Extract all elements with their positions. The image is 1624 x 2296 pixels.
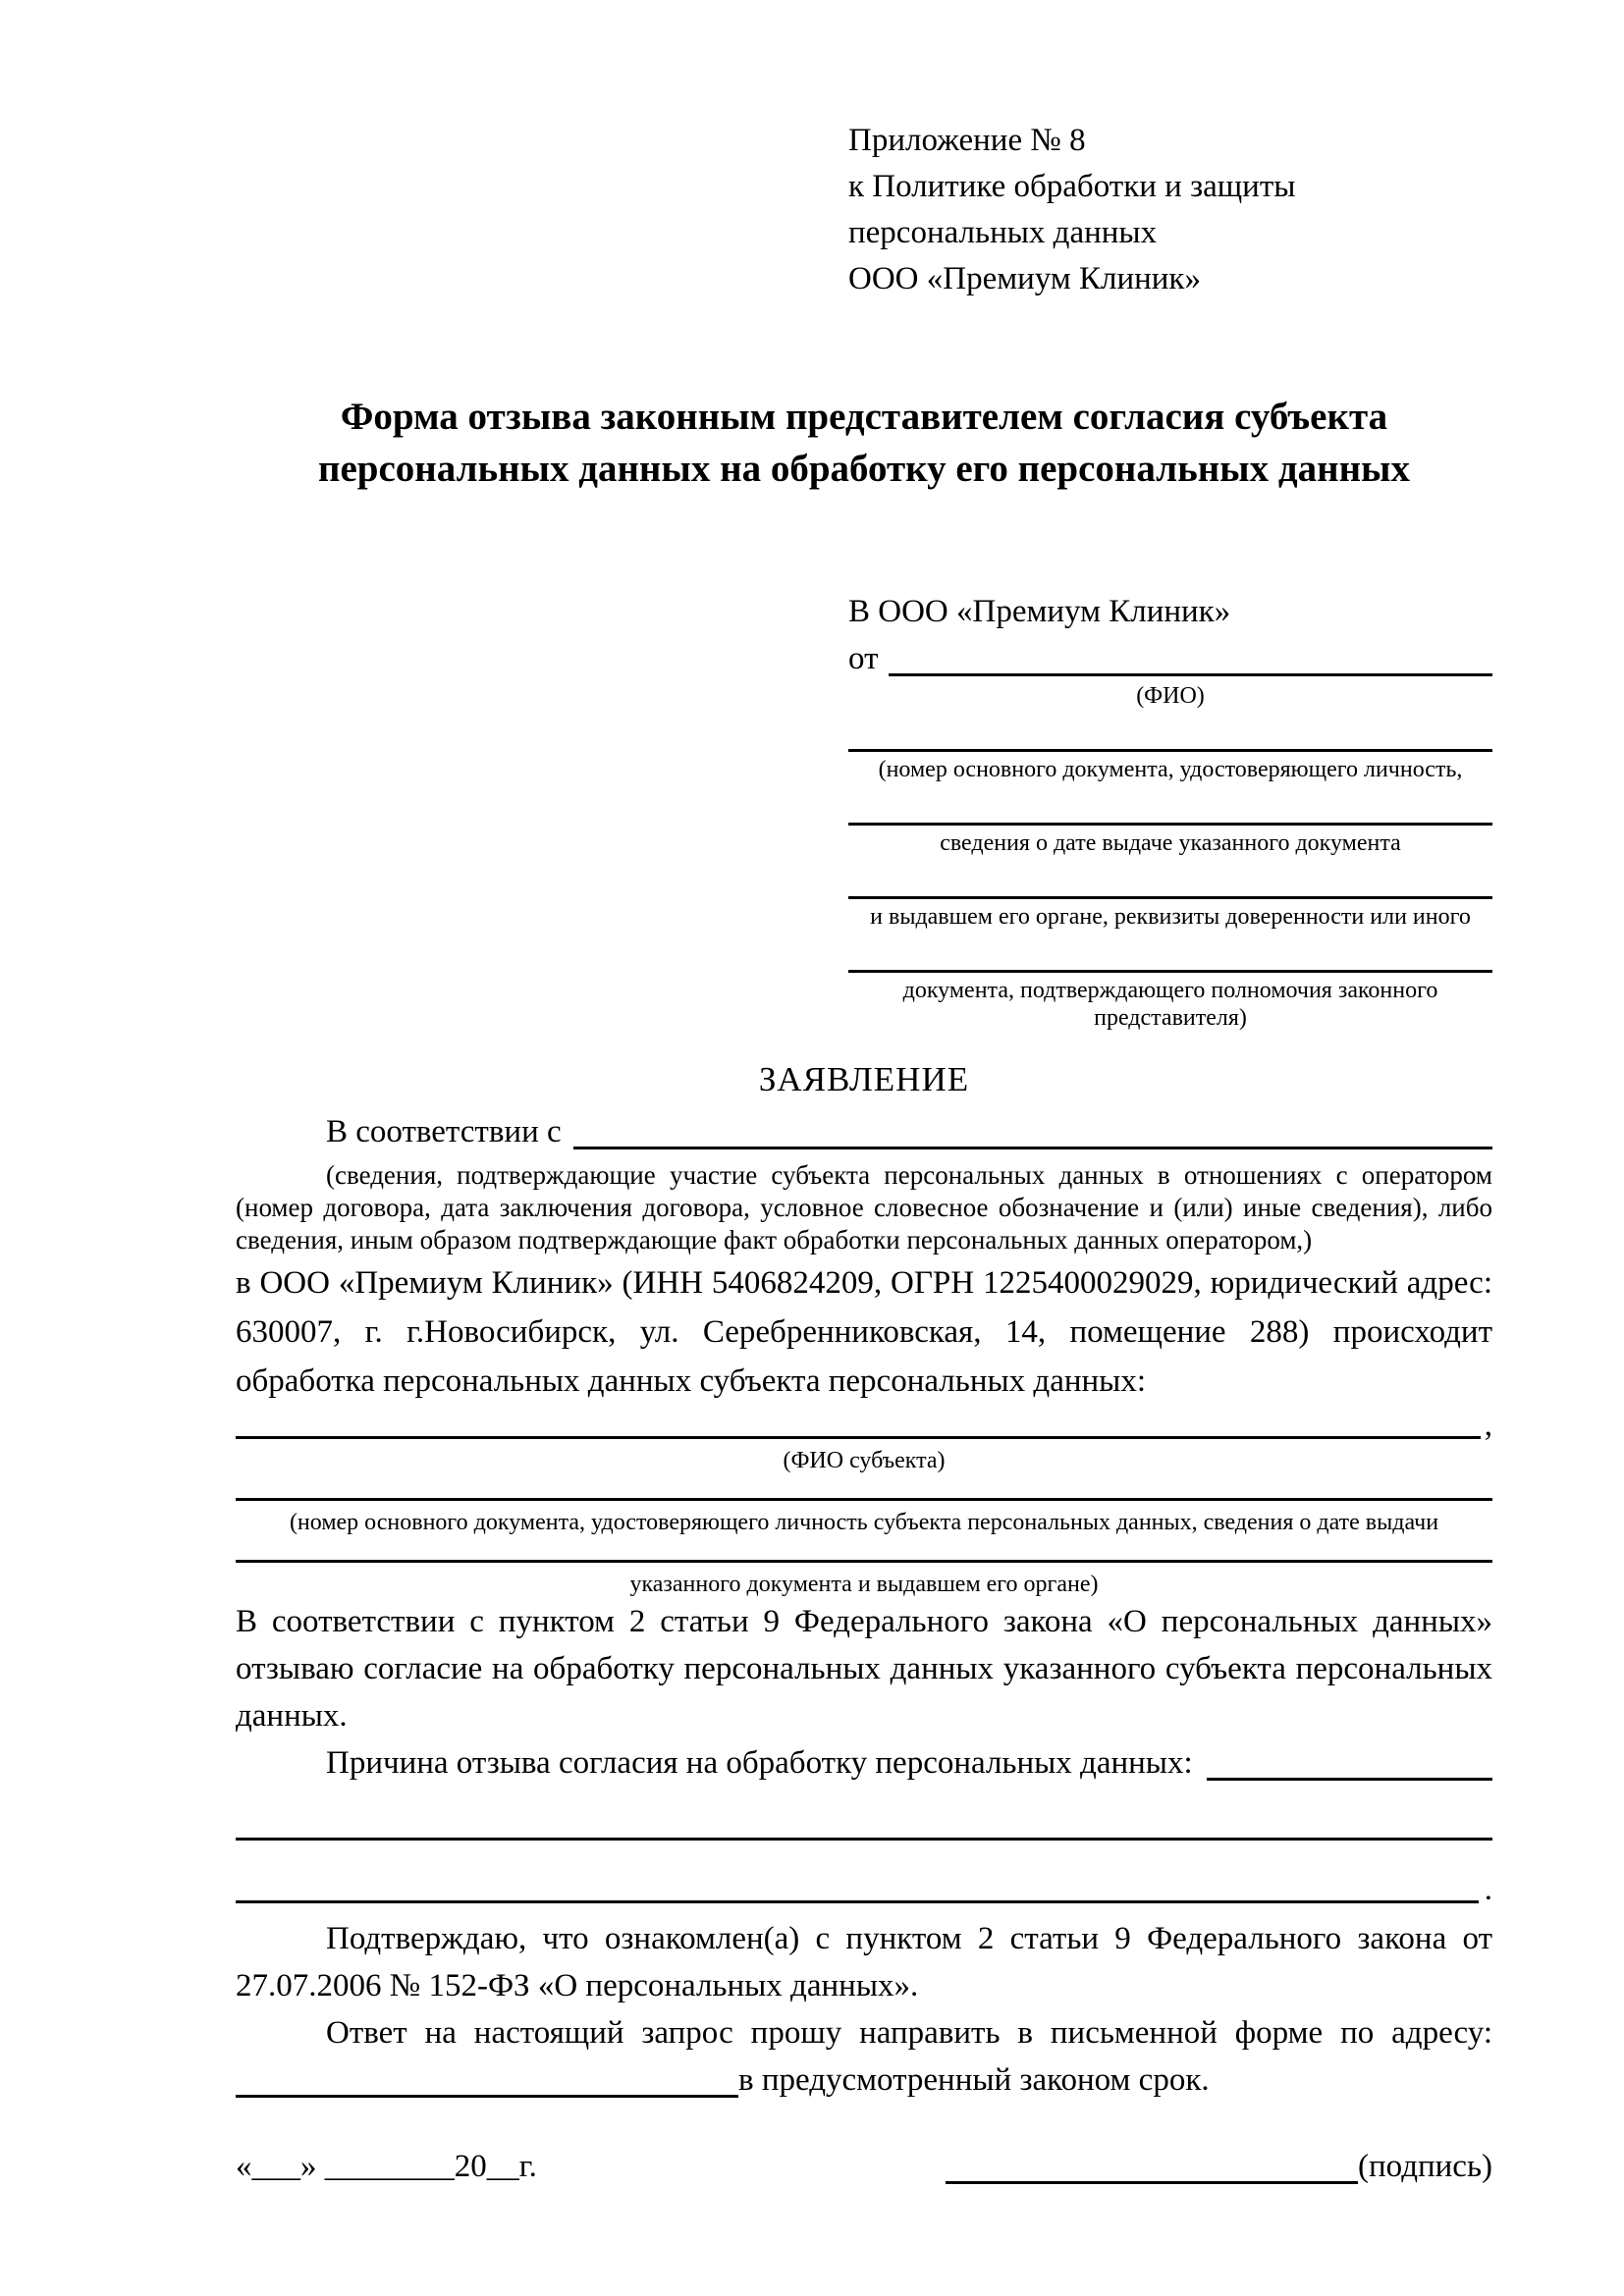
reply-address-blank-line [236,2095,738,2098]
reason-continuation-blank-line [236,1838,1492,1841]
signature-footer [236,2143,1492,2190]
from-row [848,635,1492,682]
operator-paragraph: в ООО «Премиум Клиник» (ИНН 5406824209, ОГРН 1225400029029, юридический адрес: 630007, г. г.Новосибирск, ул. Серебренниковская, 14, помещение 288) происходит обработка персональных данных субъекта персональных данных: [236,1265,1492,1399]
withdraw-paragraph: В соответствии с пунктом 2 статьи 9 Федерального закона «О персональных данных» отзываю согласие на обработку персональных данных указанного субъекта персональных данных. [236,1604,1492,1734]
subject-document-issuer-blank-line [236,1560,1492,1563]
identity-document-field [848,749,1492,783]
fio-caption: (ФИО) [1136,683,1205,709]
subject-document-issuer-caption: указанного документа и выдавшем его органе) [629,1572,1099,1597]
document-title-line: персональных данных на обработку его персональных данных [317,448,1411,490]
accordance-note: (сведения, подтверждающие участие субъекта персональных данных в отношениях с оператором (номер договора, дата заключения договора, условное словесное обозначение и (или) иные сведения), либо сведения, иным образом подтверждающие факт обработки персональных данных оператором,) [236,1160,1492,1255]
reason-line-suffix: . [1484,1872,1492,1907]
reply-row [236,2056,1492,2104]
subject-document-caption: (номер основного документа, удостоверяющего личность субъекта персональных данных, сведения о дате выдачи [289,1510,1439,1535]
subject-fio-row [236,1406,1492,1445]
subject-fio-blank-line [236,1436,1481,1439]
accordance-prefix: В соответствии с [326,1114,562,1149]
reason-blank-line [1207,1778,1492,1781]
representative-authority-caption: документа, подтверждающего полномочия законного представителя) [902,978,1438,1031]
signature-blank-line [946,2181,1358,2184]
subject-document-issuer-cell [236,1560,1492,1598]
appendix-header [848,118,1492,302]
reason-label: Причина отзыва согласия на обработку персональных данных: [326,1745,1193,1781]
representative-authority-blank-line [848,970,1492,973]
subject-document-row [236,1498,1492,1507]
reason-continuation-row [236,1870,1492,1909]
reply-line-2: в предусмотренный законом срок. [738,2062,1210,2098]
issuing-authority-field [848,896,1492,931]
identity-document-blank-line [848,749,1492,752]
statement-heading: ЗАЯВЛЕНИЕ [758,1060,970,1098]
subject-document-issuer-row [236,1560,1492,1569]
recipient-to: В ООО «Премиум Клиник» [848,594,1231,629]
issue-date-blank-line [848,823,1492,826]
reason-continuation-blank-line-2 [236,1900,1479,1903]
accordance-row [236,1108,1492,1155]
signature-caption: (подпись) [1358,2149,1492,2184]
subject-fio-suffix: , [1484,1408,1492,1443]
issuing-authority-caption: и выдавшем его органе, реквизиты доверенности или иного [870,904,1471,930]
recipient-block [848,588,1492,1032]
document-title-line: Форма отзыва законным представителем согласия субъекта [340,396,1388,438]
subject-fio-cell [236,1406,1492,1474]
document-title [236,391,1492,495]
reply-line-1: Ответ на настоящий запрос прошу направить в письменной форме по адресу: [326,2015,1492,2051]
identity-document-caption: (номер основного документа, удостоверяющего личность, [878,757,1463,782]
accordance-blank-line [573,1147,1492,1149]
subject-fio-caption: (ФИО субъекта) [783,1448,946,1473]
issue-date-caption: сведения о дате выдаче указанного документа [940,830,1401,856]
reason-row [236,1739,1492,1787]
appendix-line: ООО «Премиум Клиник» [848,261,1201,296]
date-line: «___» ________20__г. [236,2149,537,2184]
signature-group [946,2143,1492,2190]
subject-document-blank-line [236,1498,1492,1501]
subject-document-cell [236,1498,1492,1536]
confirm-paragraph: Подтверждаю, что ознакомлен(а) с пунктом 2 статьи 9 Федерального закона от 27.07.2006 № 152-ФЗ «О персональных данных». [236,1921,1492,2003]
fio-blank-line [889,673,1493,676]
from-label: от [848,641,879,676]
appendix-line: персональных данных [848,215,1158,250]
appendix-line: к Политике обработки и защиты [848,169,1296,204]
representative-authority-field [848,970,1492,1032]
issuing-authority-blank-line [848,896,1492,899]
appendix-line: Приложение № 8 [848,123,1086,158]
issue-date-field [848,823,1492,857]
